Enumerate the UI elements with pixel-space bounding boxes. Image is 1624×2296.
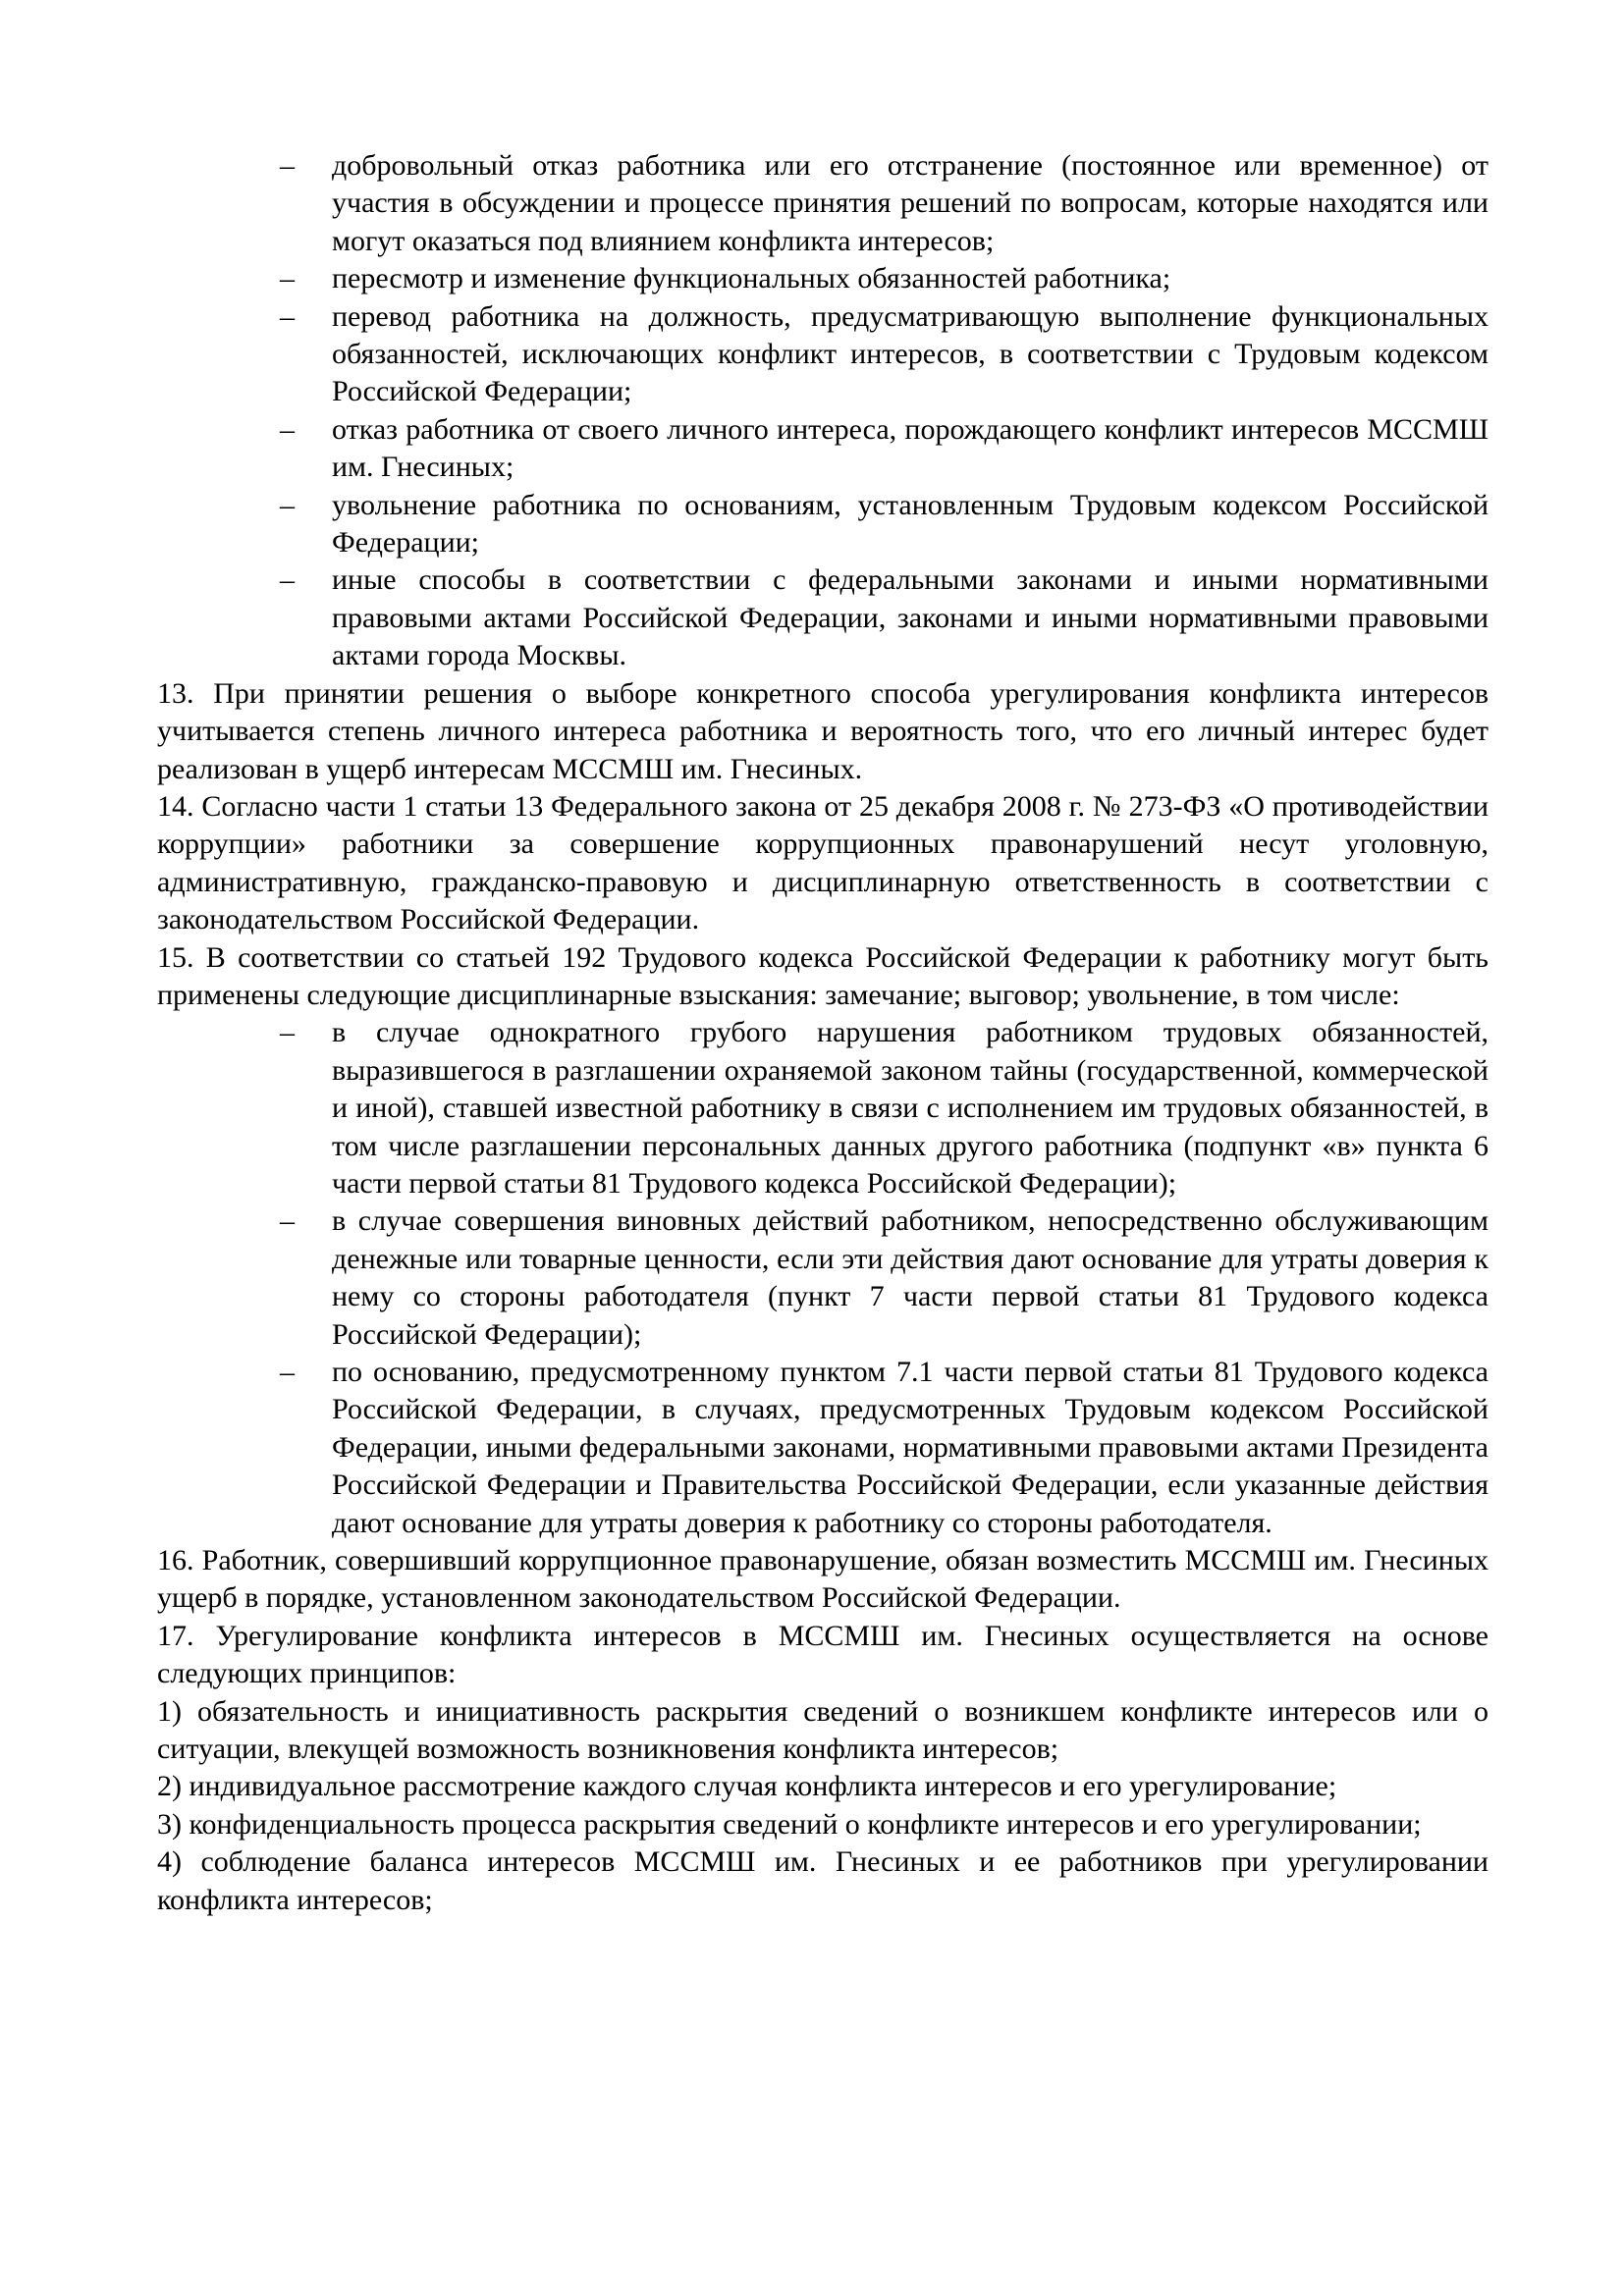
list-item-text: в случае однократного грубого нарушения работником трудовых обязанностей, выразившегося в разглашении охраняемой законом тайны (государственной, коммерческой и иной), ставшей известной работнику в связи с исполнением им трудовых обязанностей, в том числе разглашении персональных данных другого работника (подпункт «в» пункта 6 части первой статьи 81 Трудового кодекса Российской Федерации); bbox=[332, 1016, 1489, 1200]
dash-marker: – bbox=[280, 1016, 295, 1049]
principle-item-1: 1) обязательность и инициативность раскрытия сведений о возникшем конфликте интересов или о ситуации, влекущей возможность возникновения конфликта интересов; bbox=[157, 1694, 1489, 1766]
paragraph-16: 16. Работник, совершивший коррупционное правонарушение, обязан возместить МССМШ им. Гнесиных ущерб в порядке, установленном законодательством Российской Федерации. bbox=[157, 1544, 1489, 1615]
dash-marker: – bbox=[280, 563, 295, 597]
list-item-text: в случае совершения виновных действий работником, непосредственно обслуживающим денежные или товарные ценности, если эти действия дают основание для утраты доверия к нему со стороны работодателя (пункт 7 части первой статьи 81 Трудового кодекса Российской Федерации); bbox=[332, 1204, 1489, 1351]
list-item-text: по основанию, предусмотренному пунктом 7.1 части первой статьи 81 Трудового кодекса Российской Федерации, в случаях, предусмотренных Трудовым кодексом Российской Федерации, иными федеральными законами, нормативными правовыми актами Президента Российской Федерации и Правительства Российской Федерации, если указанные действия дают основание для утраты доверия к работнику со стороны работодателя. bbox=[332, 1356, 1489, 1539]
principle-item-2: 2) индивидуальное рассмотрение каждого случая конфликта интересов и его урегулирование; bbox=[157, 1770, 1337, 1803]
list-item bbox=[157, 1014, 1489, 1202]
paragraph-13: 13. При принятии решения о выборе конкретного способа урегулирования конфликта интересов учитывается степень личного интереса работника и вероятность того, что его личный интерес будет реализован в ущерб интересам МССМШ им. Гнесиных. bbox=[157, 676, 1489, 785]
list-item-text: пересмотр и изменение функциональных обязанностей работника; bbox=[332, 262, 1171, 295]
list-item bbox=[157, 487, 1489, 562]
list-item bbox=[157, 1354, 1489, 1542]
list-item bbox=[157, 561, 1489, 674]
dash-marker: – bbox=[280, 412, 295, 446]
list-item-text: увольнение работника по основаниям, установленным Трудовым кодексом Российской Федерации; bbox=[332, 488, 1489, 560]
principle-item-4: 4) соблюдение баланса интересов МССМШ им. Гнесиных и ее работников при урегулировании конфликта интересов; bbox=[157, 1845, 1489, 1916]
dash-marker: – bbox=[280, 1204, 295, 1238]
list-item-text: перевод работника на должность, предусматривающую выполнение функциональных обязанностей, исключающих конфликт интересов, в соответствии с Трудовым кодексом Российской Федерации; bbox=[332, 299, 1489, 408]
list-item bbox=[157, 260, 1489, 297]
list-item bbox=[157, 147, 1489, 260]
paragraph-15: 15. В соответствии со статьей 192 Трудового кодекса Российской Федерации к работнику могут быть применены следующие дисциплинарные взыскания: замечание; выговор; увольнение, в том числе: bbox=[157, 940, 1489, 1011]
list-item bbox=[157, 411, 1489, 487]
list-item bbox=[157, 298, 1489, 411]
paragraph-14: 14. Согласно части 1 статьи 13 Федерального закона от 25 декабря 2008 г. № 273-ФЗ «О противодействии коррупции» работники за совершение коррупционных правонарушений несут уголовную, административную, гражданско-правовую и дисциплинарную ответственность в соответствии с законодательством Российской Федерации. bbox=[157, 789, 1489, 936]
dash-marker: – bbox=[280, 262, 295, 295]
list-item-text: иные способы в соответствии с федеральными законами и иными нормативными правовыми актами Российской Федерации, законами и иными нормативными правовыми актами города Москвы. bbox=[332, 563, 1489, 672]
list-item bbox=[157, 1202, 1489, 1354]
dash-marker: – bbox=[280, 299, 295, 333]
dash-marker: – bbox=[280, 1356, 295, 1388]
principle-item-3: 3) конфиденциальность процесса раскрытия сведений о конфликте интересов и его урегулировании; bbox=[157, 1807, 1422, 1841]
dash-marker: – bbox=[280, 149, 295, 182]
list-item-text: добровольный отказ работника или его отстранение (постоянное или временное) от участия в обсуждении и процессе принятия решений по вопросам, которые находятся или могут оказаться под влиянием конфликта интересов; bbox=[332, 149, 1489, 257]
list-item-text: отказ работника от своего личного интереса, порождающего конфликт интересов МССМШ им. Гнесиных; bbox=[332, 412, 1489, 484]
dash-marker: – bbox=[280, 488, 295, 521]
paragraph-17: 17. Урегулирование конфликта интересов в МССМШ им. Гнесиных осуществляется на основе следующих принципов: bbox=[157, 1619, 1489, 1690]
